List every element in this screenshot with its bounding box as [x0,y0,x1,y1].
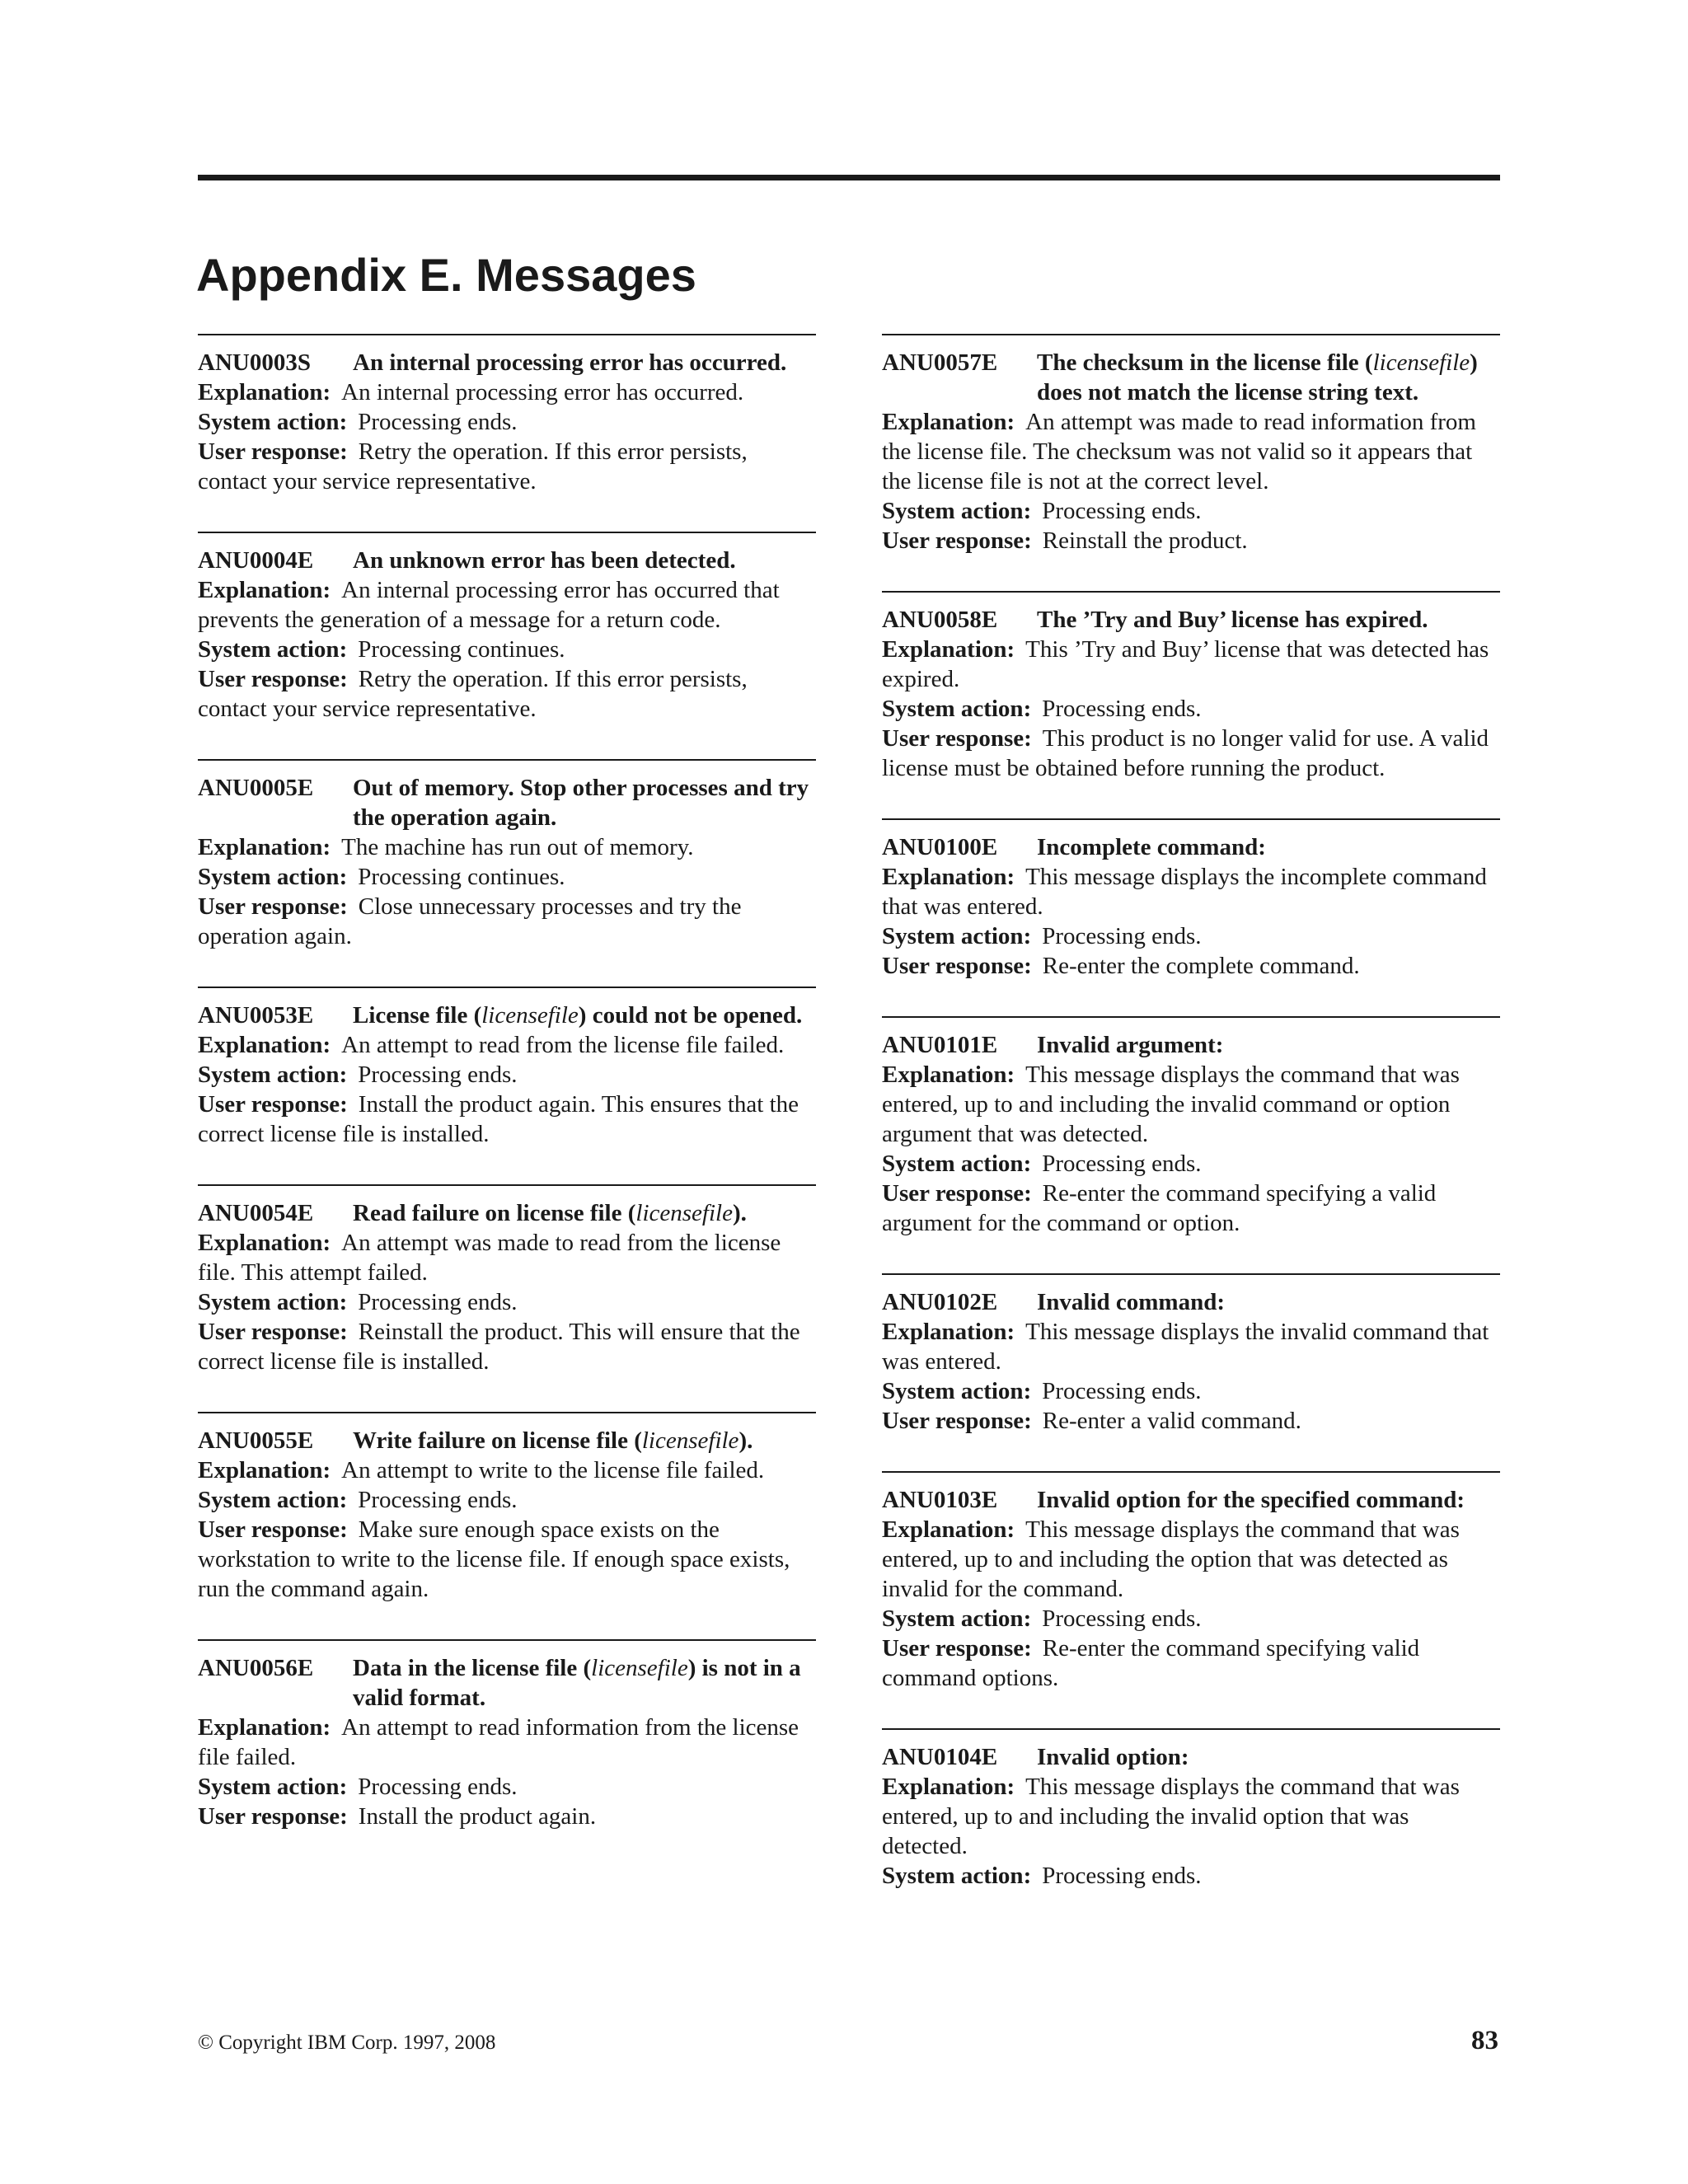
message-id: ANU0102E [882,1289,998,1315]
message-entry [882,1471,1500,1693]
user-response-label: User response: [198,1803,348,1830]
system-action-text: Processing ends. [1042,1151,1202,1177]
message-title-text: Invalid option: [1037,1744,1189,1770]
explanation-label: Explanation: [198,834,331,860]
message-id: ANU0056E [198,1655,314,1681]
message-title-text: ) is not in a valid format. [353,1655,801,1711]
message-id: ANU0055E [198,1427,314,1454]
message-title [353,773,816,832]
message-header [882,832,1500,862]
system-action-line [882,694,1500,724]
message-title-text: The ’Try and Buy’ license has expired. [1037,607,1428,633]
message-title [1037,605,1500,635]
system-action-label: System action: [198,636,348,663]
user-response-line [882,951,1500,981]
message-entry [882,1016,1500,1238]
system-action-label: System action: [882,498,1032,524]
user-response-text: Install the product again. This ensures that the correct license file is installed. [198,1091,799,1147]
system-action-text: Processing ends. [358,1062,518,1088]
message-title-variable: licensefile [481,1002,579,1029]
system-action-text: Processing ends. [1042,1378,1202,1404]
system-action-line [198,635,816,664]
explanation-line [882,635,1500,694]
message-header [882,348,1500,407]
explanation-label: Explanation: [198,379,331,405]
message-header [882,1287,1500,1317]
user-response-line [882,1179,1500,1238]
system-action-text: Processing ends. [358,409,518,435]
user-response-line [198,1802,816,1831]
system-action-label: System action: [198,1062,348,1088]
message-id: ANU0054E [198,1200,314,1226]
message-title-variable: licensefile [641,1427,739,1454]
message-title-text: ) does not match the license string text. [1037,349,1478,405]
explanation-label: Explanation: [882,636,1015,663]
messages-column-right [882,334,1500,1926]
message-title [353,1653,816,1713]
user-response-label: User response: [198,1516,348,1543]
system-action-text: Processing ends. [1042,1863,1202,1889]
message-entry [198,532,816,724]
message-title-text: ). [732,1200,747,1226]
system-action-label: System action: [882,1863,1032,1889]
user-response-label: User response: [198,893,348,920]
message-title-text: Out of memory. Stop other processes and try the operation again. [353,775,809,831]
message-header [882,605,1500,635]
user-response-text: Make sure enough space exists on the workstation to write to the license file. If enough space exists, run the command again. [198,1516,790,1602]
explanation-text: An attempt was made to read information from the license file. The checksum was not valid so it appears that the license file is not at the correct level. [882,409,1476,494]
explanation-line [198,575,816,635]
system-action-label: System action: [198,1487,348,1513]
page-number: 83 [1471,2026,1498,2055]
system-action-line [198,1772,816,1802]
message-title-variable: licensefile [1372,349,1470,376]
user-response-label: User response: [198,1319,348,1345]
user-response-label: User response: [882,1408,1032,1434]
system-action-text: Processing continues. [358,864,565,890]
user-response-line [882,724,1500,783]
user-response-text: Reinstall the product. This will ensure that the correct license file is installed. [198,1319,800,1375]
message-title-text: License file ( [353,1002,482,1029]
explanation-text: This message displays the incomplete command that was entered. [882,864,1487,920]
explanation-label: Explanation: [198,1032,331,1058]
message-header [198,773,816,832]
user-response-label: User response: [198,666,348,692]
explanation-text: An attempt to read from the license file failed. [341,1032,785,1058]
message-title-text: ) could not be opened. [578,1002,803,1029]
message-title [353,1001,816,1030]
message-title [353,348,816,377]
message-id: ANU0100E [882,834,998,860]
system-action-text: Processing continues. [358,636,565,663]
message-header [198,348,816,377]
system-action-label: System action: [198,1774,348,1800]
system-action-text: Processing ends. [1042,923,1202,949]
explanation-line [882,1515,1500,1604]
system-action-line [882,496,1500,526]
system-action-line [198,1485,816,1515]
message-title [353,546,816,575]
system-action-line [882,1376,1500,1406]
system-action-label: System action: [882,696,1032,722]
explanation-label: Explanation: [882,409,1015,435]
explanation-line [198,1030,816,1060]
message-id: ANU0058E [882,607,998,633]
explanation-label: Explanation: [198,1714,331,1741]
user-response-line [198,892,816,951]
explanation-line [198,377,816,407]
message-title-text: Data in the license file ( [353,1655,592,1681]
explanation-label: Explanation: [198,1457,331,1483]
explanation-label: Explanation: [198,1230,331,1256]
system-action-line [882,1149,1500,1179]
message-title [353,1426,816,1455]
message-title-text: ). [738,1427,753,1454]
message-id: ANU0101E [882,1032,998,1058]
user-response-label: User response: [882,1180,1032,1207]
message-title-text: Read failure on license file ( [353,1200,636,1226]
system-action-text: Processing ends. [358,1487,518,1513]
message-header [198,1653,816,1713]
user-response-text: Install the product again. [358,1803,597,1830]
explanation-line [198,832,816,862]
system-action-label: System action: [882,1378,1032,1404]
system-action-label: System action: [198,1289,348,1315]
explanation-line [198,1228,816,1287]
user-response-line [882,1406,1500,1436]
user-response-line [882,1633,1500,1693]
explanation-text: This message displays the invalid command that was entered. [882,1319,1489,1375]
message-id: ANU0003S [198,349,311,376]
system-action-text: Processing ends. [358,1289,518,1315]
explanation-line [198,1455,816,1485]
system-action-text: Processing ends. [1042,1605,1202,1632]
message-title-text: Write failure on license file ( [353,1427,642,1454]
user-response-text: Re-enter the command specifying valid command options. [882,1635,1420,1691]
explanation-label: Explanation: [882,1319,1015,1345]
system-action-line [882,921,1500,951]
system-action-label: System action: [198,409,348,435]
top-rule [198,175,1500,180]
explanation-text: An internal processing error has occurred that prevents the generation of a message for a return code. [198,577,780,633]
message-entry [198,759,816,951]
message-title-variable: licensefile [591,1655,688,1681]
explanation-label: Explanation: [882,864,1015,890]
system-action-label: System action: [882,1605,1032,1632]
message-entry [198,1184,816,1376]
user-response-label: User response: [198,1091,348,1118]
system-action-label: System action: [882,1151,1032,1177]
explanation-text: An internal processing error has occurred. [341,379,744,405]
message-entry [198,1639,816,1831]
explanation-line [882,1060,1500,1149]
system-action-line [882,1861,1500,1891]
message-title [1037,1287,1500,1317]
message-id: ANU0004E [198,547,314,574]
page-title: Appendix E. Messages [196,249,696,301]
explanation-text: The machine has run out of memory. [341,834,694,860]
explanation-label: Explanation: [198,577,331,603]
user-response-text: Retry the operation. If this error persists, contact your service representative. [198,666,748,722]
user-response-line [198,1317,816,1376]
user-response-label: User response: [198,438,348,465]
user-response-text: Reinstall the product. [1042,527,1248,554]
message-entry [882,334,1500,555]
user-response-line [198,664,816,724]
system-action-line [198,407,816,437]
message-header [198,1426,816,1455]
message-entry [198,1412,816,1604]
message-title-text: The checksum in the license file ( [1037,349,1373,376]
user-response-label: User response: [882,953,1032,979]
message-header [198,1198,816,1228]
explanation-line [882,862,1500,921]
message-id: ANU0104E [882,1744,998,1770]
user-response-label: User response: [882,725,1032,752]
message-title [1037,348,1500,407]
message-header [198,546,816,575]
user-response-text: Re-enter a valid command. [1042,1408,1301,1434]
message-title-text: An internal processing error has occurred. [353,349,787,376]
explanation-label: Explanation: [882,1062,1015,1088]
message-title [1037,1485,1500,1515]
system-action-text: Processing ends. [1042,498,1202,524]
message-id: ANU0057E [882,349,998,376]
system-action-text: Processing ends. [1042,696,1202,722]
explanation-line [882,407,1500,496]
message-title [1037,1742,1500,1772]
user-response-text: Retry the operation. If this error persists, contact your service representative. [198,438,748,494]
explanation-text: This ’Try and Buy’ license that was detected has expired. [882,636,1489,692]
user-response-line [882,526,1500,555]
message-title [1037,1030,1500,1060]
message-title-text: Incomplete command: [1037,834,1266,860]
explanation-label: Explanation: [882,1774,1015,1800]
message-title-text: Invalid command: [1037,1289,1226,1315]
explanation-text: An attempt to read information from the license file failed. [198,1714,799,1770]
message-title-text: Invalid option for the specified command: [1037,1487,1465,1513]
message-id: ANU0053E [198,1002,314,1029]
explanation-label: Explanation: [882,1516,1015,1543]
explanation-text: This message displays the command that was entered, up to and including the option that was detected as invalid for the command. [882,1516,1460,1602]
system-action-text: Processing ends. [358,1774,518,1800]
system-action-label: System action: [198,864,348,890]
explanation-line [882,1772,1500,1861]
message-header [882,1742,1500,1772]
message-entry [198,334,816,496]
explanation-line [198,1713,816,1772]
explanation-text: This message displays the command that was entered, up to and including the invalid command or option argument that was detected. [882,1062,1460,1147]
message-title [353,1198,816,1228]
user-response-line [198,437,816,496]
message-id: ANU0005E [198,775,314,801]
user-response-text: Re-enter the command specifying a valid argument for the command or option. [882,1180,1437,1236]
message-title-variable: licensefile [635,1200,733,1226]
explanation-text: An attempt was made to read from the license file. This attempt failed. [198,1230,781,1286]
explanation-text: This message displays the command that was entered, up to and including the invalid option that was detected. [882,1774,1460,1859]
copyright-notice: © Copyright IBM Corp. 1997, 2008 [198,2032,496,2054]
user-response-label: User response: [882,1635,1032,1661]
explanation-line [882,1317,1500,1376]
user-response-text: This product is no longer valid for use. A valid license must be obtained before running the product. [882,725,1489,781]
messages-column-left [198,334,816,1867]
message-title [1037,832,1500,862]
system-action-line [882,1604,1500,1633]
user-response-text: Close unnecessary processes and try the operation again. [198,893,742,949]
message-entry [198,987,816,1149]
message-entry [882,1273,1500,1436]
message-entry [882,1728,1500,1891]
system-action-line [198,1060,816,1090]
user-response-label: User response: [882,527,1032,554]
message-title-text: Invalid argument: [1037,1032,1224,1058]
message-id: ANU0103E [882,1487,998,1513]
message-entry [882,818,1500,981]
system-action-line [198,1287,816,1317]
message-header [882,1485,1500,1515]
message-header [198,1001,816,1030]
message-entry [882,591,1500,783]
system-action-line [198,862,816,892]
system-action-label: System action: [882,923,1032,949]
user-response-line [198,1515,816,1604]
explanation-text: An attempt to write to the license file failed. [341,1457,765,1483]
message-header [882,1030,1500,1060]
message-title-text: An unknown error has been detected. [353,547,736,574]
user-response-text: Re-enter the complete command. [1042,953,1360,979]
user-response-line [198,1090,816,1149]
